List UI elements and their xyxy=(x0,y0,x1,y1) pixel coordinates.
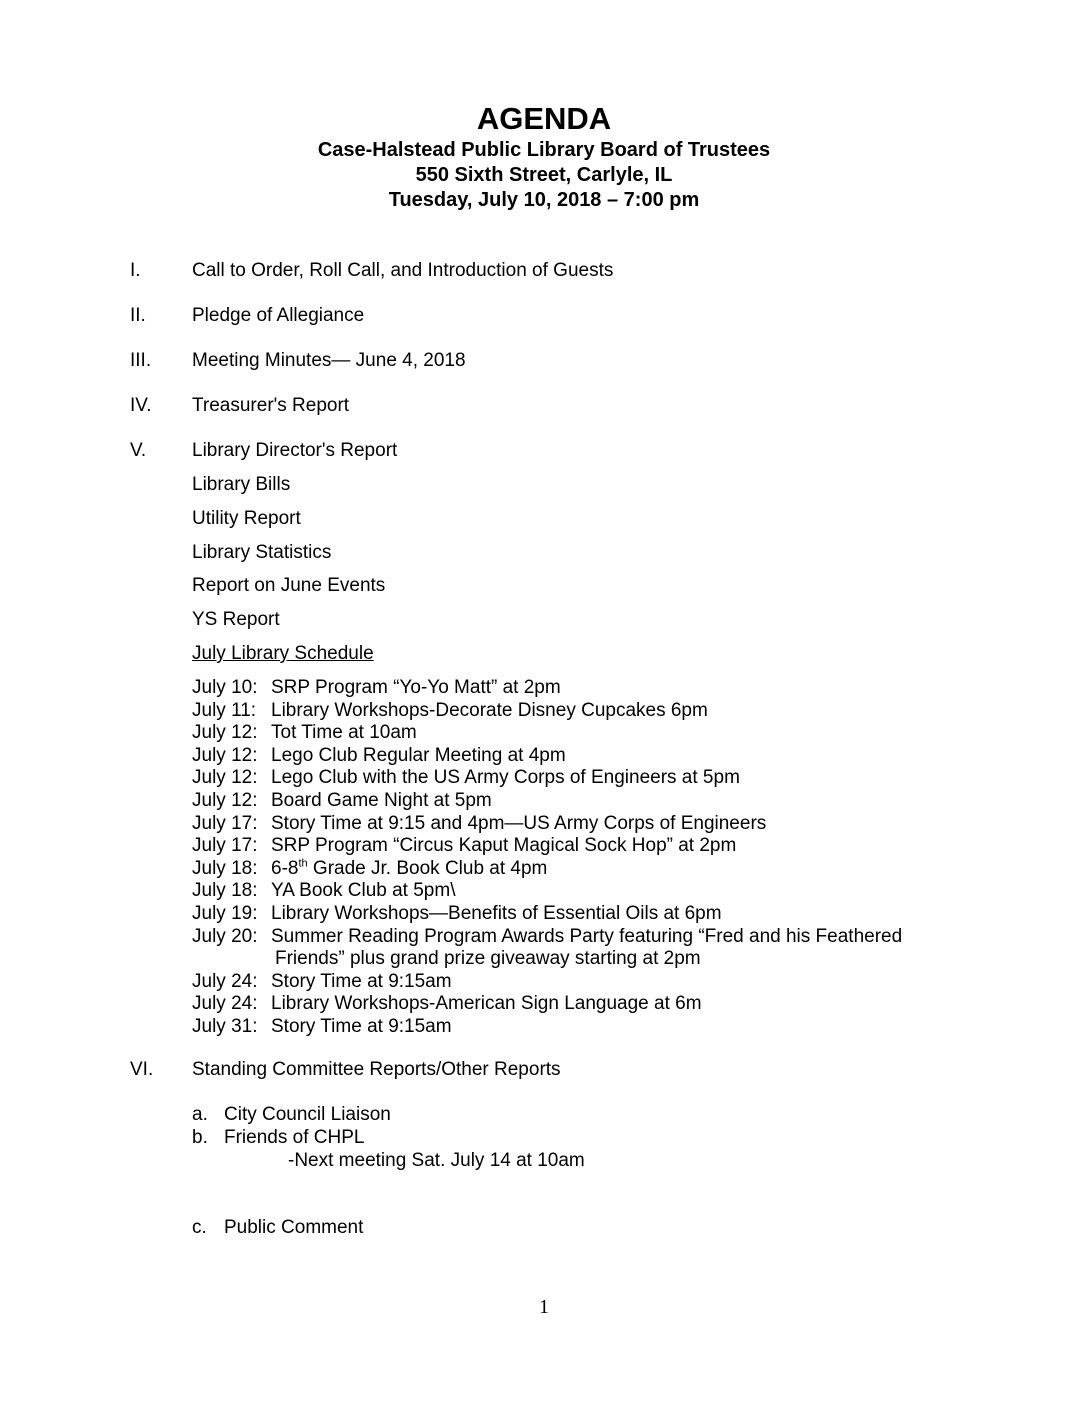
agenda-item: Standing Committee Reports/Other Reports xyxy=(192,1059,561,1080)
director-subitem: YS Report xyxy=(192,609,280,630)
schedule-line xyxy=(192,700,902,723)
schedule-line xyxy=(192,880,902,903)
item-number: I. xyxy=(130,260,141,281)
schedule-date: July 11: xyxy=(192,699,257,721)
schedule-text: Grade Jr. Book Club at 4pm xyxy=(307,857,548,879)
address: 550 Sixth Street, Carlyle, IL xyxy=(415,164,673,186)
agenda-header xyxy=(0,100,1088,213)
july-schedule xyxy=(192,677,902,1039)
schedule-text: SRP Program “Circus Kaput Magical Sock Hop” at 2pm xyxy=(271,835,737,857)
schedule-date: July 19: xyxy=(192,902,258,924)
page-title: AGENDA xyxy=(476,101,612,136)
schedule-heading: July Library Schedule xyxy=(192,643,374,664)
schedule-line xyxy=(192,790,902,813)
organization-name: Case-Halstead Public Library Board of Trustees xyxy=(317,139,771,161)
agenda-item: Library Director's Report xyxy=(192,440,398,461)
friends-note: -Next meeting Sat. July 14 at 10am xyxy=(288,1150,585,1171)
schedule-text: Board Game Night at 5pm xyxy=(271,789,492,811)
committee-letter: a. xyxy=(192,1104,208,1125)
director-subitem: Library Statistics xyxy=(192,542,332,563)
item-number: VI. xyxy=(130,1059,154,1080)
agenda-item: Meeting Minutes— June 4, 2018 xyxy=(192,350,466,371)
schedule-line xyxy=(192,813,902,836)
schedule-date: July 17: xyxy=(192,835,258,857)
schedule-line xyxy=(192,926,902,949)
schedule-date: July 31: xyxy=(192,1015,258,1037)
ordinal-suffix: th xyxy=(298,857,308,870)
schedule-text: SRP Program “Yo-Yo Matt” at 2pm xyxy=(271,677,561,698)
schedule-date: July 24: xyxy=(192,970,258,992)
schedule-line xyxy=(192,993,902,1016)
schedule-line xyxy=(192,767,902,790)
schedule-text: Library Workshops—Benefits of Essential Oils at 6pm xyxy=(271,902,722,924)
item-number: IV. xyxy=(130,395,152,416)
item-number: II. xyxy=(130,305,146,326)
schedule-line xyxy=(192,745,902,768)
agenda-item: Treasurer's Report xyxy=(192,395,350,416)
committee-item: Public Comment xyxy=(224,1217,364,1238)
schedule-date: July 18: xyxy=(192,880,258,902)
schedule-line xyxy=(192,903,902,926)
committee-item: City Council Liaison xyxy=(224,1104,391,1125)
item-number: III. xyxy=(130,350,152,371)
schedule-text: Story Time at 9:15 and 4pm—US Army Corps of Engineers xyxy=(271,812,767,834)
schedule-continuation: Friends” plus grand prize giveaway starting at 2pm xyxy=(275,948,701,970)
schedule-date: July 12: xyxy=(192,722,258,744)
schedule-line xyxy=(192,677,902,700)
schedule-line xyxy=(192,722,902,745)
schedule-text: YA Book Club at 5pm\ xyxy=(271,880,456,902)
schedule-text: Summer Reading Program Awards Party featuring “Fred and his Feathered xyxy=(271,925,903,947)
schedule-date: July 18: xyxy=(192,857,258,879)
schedule-date: July 12: xyxy=(192,789,258,811)
schedule-text: Lego Club with the US Army Corps of Engineers at 5pm xyxy=(271,767,740,789)
schedule-date: July 24: xyxy=(192,993,258,1015)
schedule-date: July 17: xyxy=(192,812,258,834)
schedule-date: July 12: xyxy=(192,767,258,789)
schedule-text: Story Time at 9:15am xyxy=(271,970,452,992)
director-subitem: Library Bills xyxy=(192,474,291,495)
schedule-date: July 20: xyxy=(192,925,258,947)
committee-item: Friends of CHPL xyxy=(224,1127,365,1148)
agenda-item: Call to Order, Roll Call, and Introduction of Guests xyxy=(192,260,614,281)
committee-letter: c. xyxy=(192,1217,207,1238)
meeting-datetime: Tuesday, July 10, 2018 – 7:00 pm xyxy=(388,189,700,211)
schedule-line xyxy=(192,858,902,881)
schedule-text: Story Time at 9:15am xyxy=(271,1015,452,1037)
schedule-line xyxy=(192,835,902,858)
schedule-line xyxy=(192,1016,902,1039)
director-subitem: Report on June Events xyxy=(192,575,386,596)
schedule-text: Lego Club Regular Meeting at 4pm xyxy=(271,744,566,766)
page-number: 1 xyxy=(539,1296,549,1318)
schedule-text: Library Workshops-American Sign Language at 6m xyxy=(271,993,702,1015)
schedule-text: 6-8 xyxy=(271,857,299,879)
director-subitem: Utility Report xyxy=(192,508,301,529)
schedule-text: Tot Time at 10am xyxy=(271,722,417,744)
schedule-text: Library Workshops-Decorate Disney Cupcakes 6pm xyxy=(271,699,708,721)
schedule-date: July 12: xyxy=(192,744,258,766)
committee-letter: b. xyxy=(192,1127,208,1148)
item-number: V. xyxy=(130,440,147,461)
schedule-date: July 10: xyxy=(192,677,258,698)
agenda-item: Pledge of Allegiance xyxy=(192,305,365,326)
schedule-line xyxy=(192,971,902,994)
